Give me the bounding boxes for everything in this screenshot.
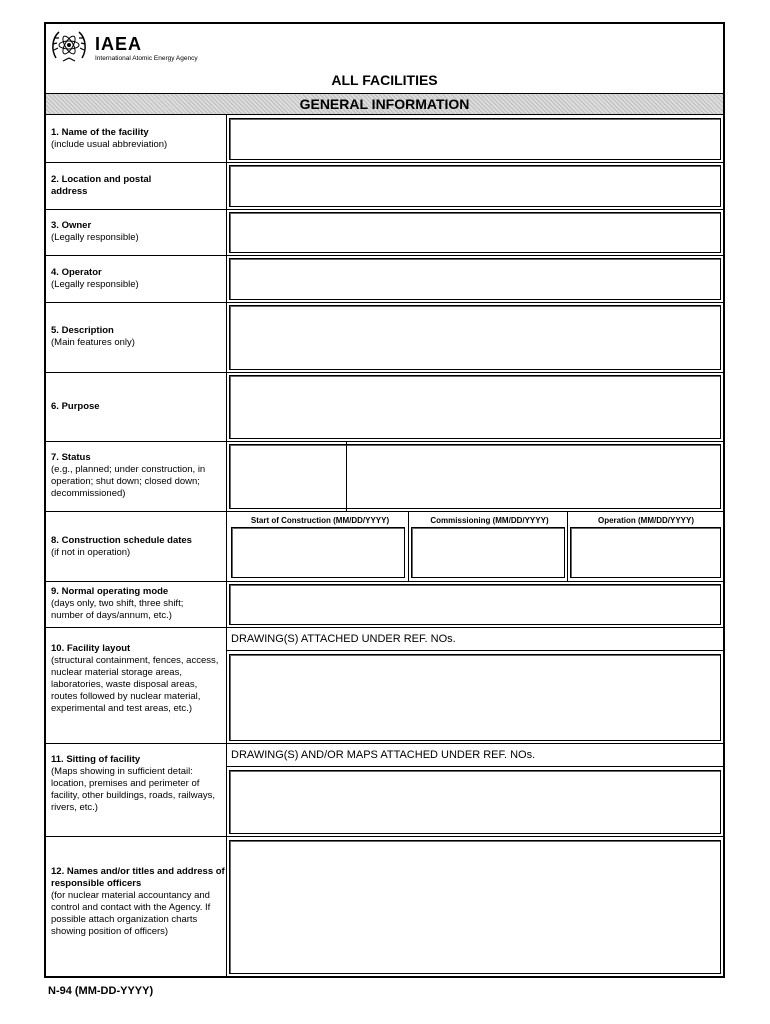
row-divider	[46, 209, 723, 210]
schedule-col-operation: Operation (MM/DD/YYYY)	[597, 516, 694, 525]
siting-note-divider	[226, 766, 723, 767]
row-divider	[46, 511, 723, 512]
location-address-field[interactable]	[229, 165, 721, 207]
iaea-logo	[50, 28, 250, 64]
row-label-siting: 11. Sitting of facility (Maps showing in sufficient detail: location, premises and perimeter of facility, other buildings, roads, railways, rivers, etc.)	[51, 754, 216, 813]
status-field[interactable]	[229, 444, 721, 509]
layout-drawing-note: DRAWING(S) ATTACHED UNDER REF. NOs.	[231, 633, 456, 645]
schedule-col-start: Start of Construction (MM/DD/YYYY)	[250, 516, 390, 525]
facility-name-field[interactable]	[229, 118, 721, 160]
operator-field[interactable]	[229, 258, 721, 300]
operating-mode-field[interactable]	[229, 584, 721, 625]
responsible-officers-field[interactable]	[229, 840, 721, 974]
schedule-col-commissioning: Commissioning (MM/DD/YYYY)	[430, 516, 549, 525]
commissioning-date-field[interactable]	[411, 527, 565, 578]
row-label-operating-mode: 9. Normal operating mode (days only, two shift, three shift; number of days/annum, etc.)	[51, 586, 184, 621]
row-label-operator: 4. Operator (Legally responsible)	[51, 267, 139, 290]
row-divider	[46, 836, 723, 837]
schedule-divider	[567, 511, 568, 581]
status-divider	[346, 441, 347, 511]
form-code: N-94 (MM-DD-YYYY)	[48, 985, 154, 997]
row-label-officers: 12. Names and/or titles and address of responsible officers (for nuclear material accountancy and control and contact with the Agency. If possible attach organization charts showing position of officers)	[51, 866, 225, 937]
row-divider	[46, 162, 723, 163]
row-divider	[46, 581, 723, 582]
row-label-status: 7. Status (e.g., planned; under construction, in operation; shut down; closed down; decommissioned)	[51, 452, 206, 499]
operation-date-field[interactable]	[570, 527, 721, 578]
form-title: ALL FACILITIES	[331, 72, 438, 88]
row-label-schedule: 8. Construction schedule dates (if not in operation)	[51, 535, 192, 558]
schedule-divider	[408, 511, 409, 581]
logo-subtitle: International Atomic Energy Agency	[95, 55, 198, 62]
owner-field[interactable]	[229, 212, 721, 253]
row-label-owner: 3. Owner (Legally responsible)	[51, 220, 139, 243]
row-label-facility-name: 1. Name of the facility (include usual abbreviation)	[51, 127, 168, 150]
iaea-emblem-icon	[50, 28, 88, 64]
logo-name: IAEA	[95, 34, 143, 54]
row-divider	[46, 302, 723, 303]
facility-layout-field[interactable]	[229, 654, 721, 741]
row-divider	[46, 255, 723, 256]
row-divider	[46, 372, 723, 373]
description-field[interactable]	[229, 305, 721, 370]
start-construction-date-field[interactable]	[231, 527, 405, 578]
row-label-description: 5. Description (Main features only)	[51, 325, 135, 348]
row-label-location: 2. Location and postal address	[51, 174, 152, 197]
row-divider	[46, 627, 723, 628]
layout-note-divider	[226, 650, 723, 651]
row-divider	[46, 441, 723, 442]
row-divider	[46, 743, 723, 744]
siting-field[interactable]	[229, 770, 721, 834]
row-label-purpose: 6. Purpose	[51, 401, 100, 412]
purpose-field[interactable]	[229, 375, 721, 439]
section-title: GENERAL INFORMATION	[46, 93, 723, 115]
siting-drawing-note: DRAWING(S) AND/OR MAPS ATTACHED UNDER REF. NOs.	[231, 749, 536, 761]
row-label-facility-layout: 10. Facility layout (structural containment, fences, access, nuclear material storage areas, laboratories, waste disposal areas, routes followed by nuclear material, experimental and test areas, etc.)	[51, 643, 219, 714]
